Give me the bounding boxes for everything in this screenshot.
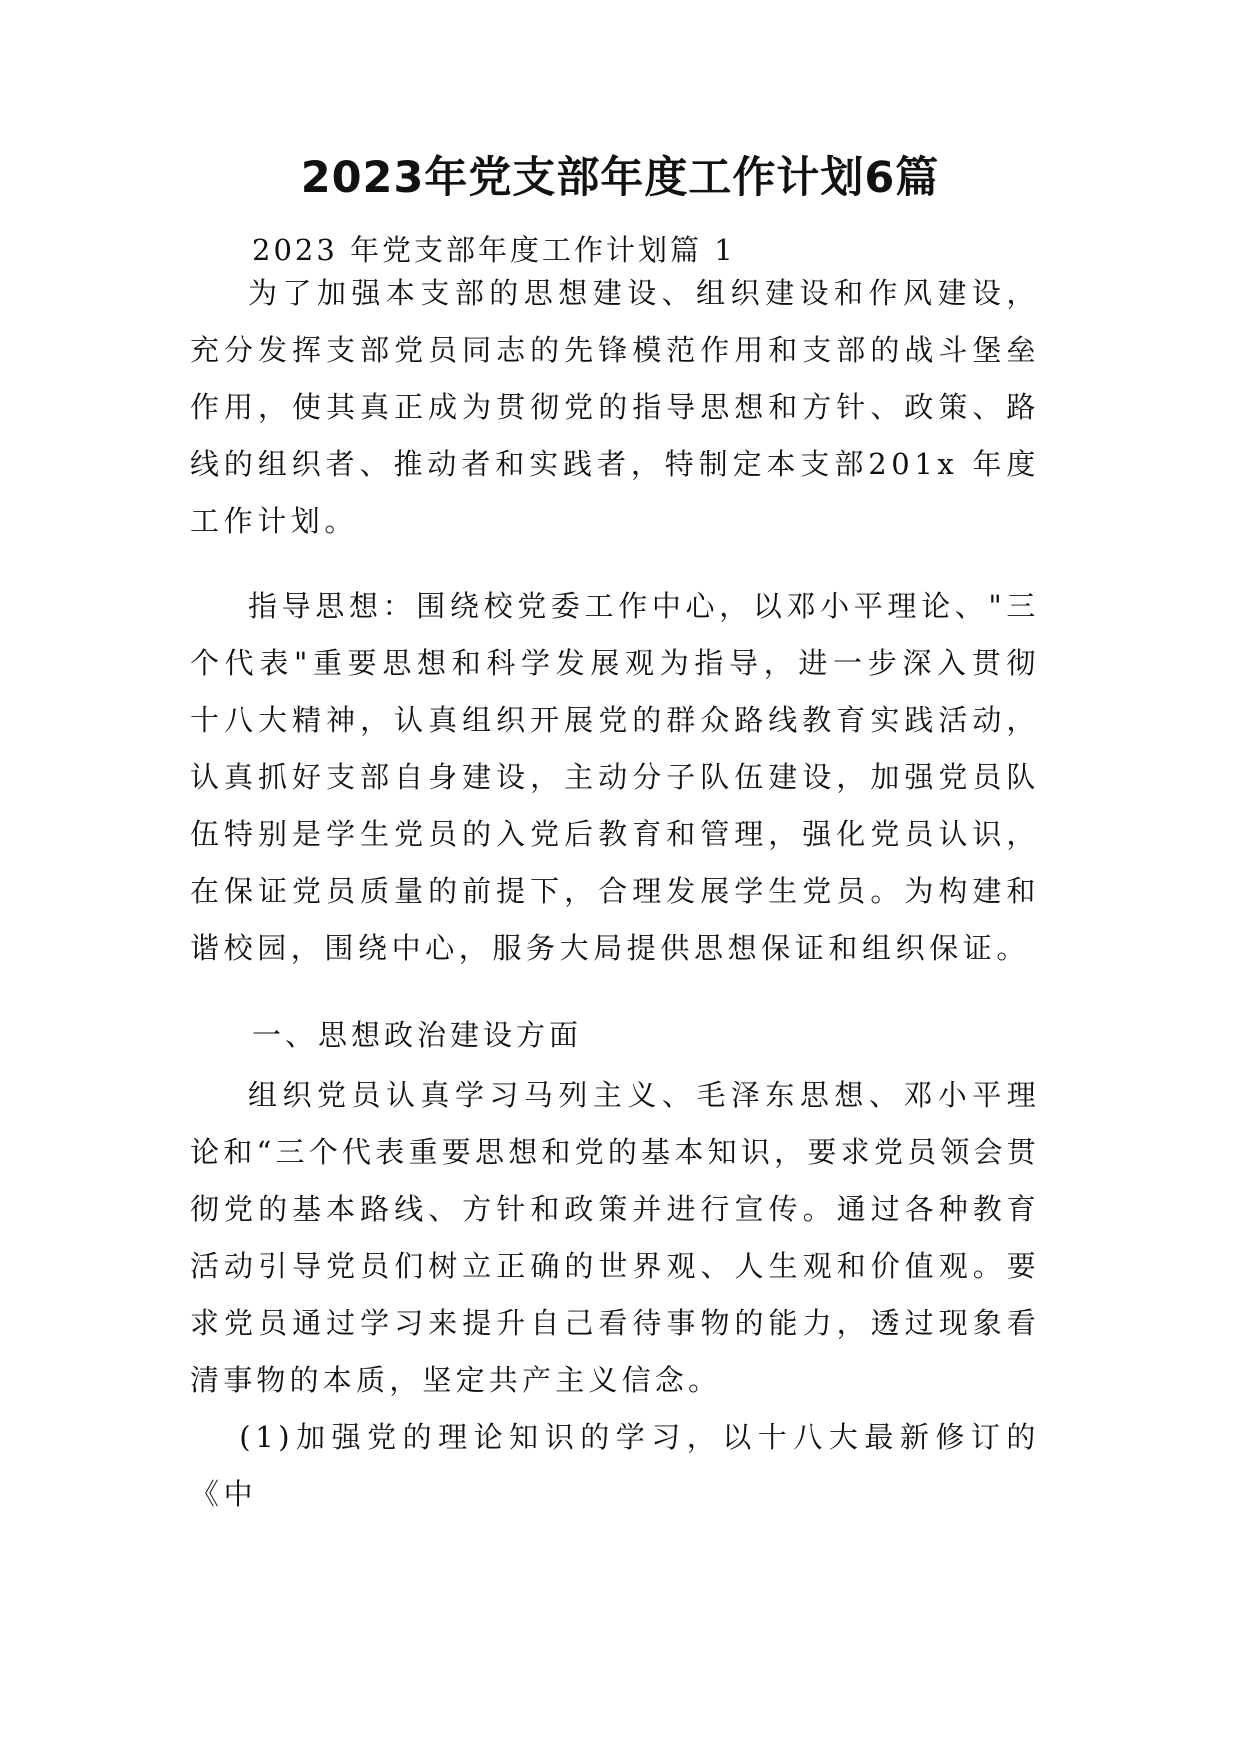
intro-paragraph: 为了加强本支部的思想建设、组织建设和作风建设，充分发挥支部党员同志的先锋模范作用和支部的战斗堡垒作用，使其真正成为贯彻党的指导思想和方针、政策、路线的组织者、推动者和实践者，特制定本支部201x 年度工作计划。: [190, 276, 1040, 538]
section-subtitle: 2023 年党支部年度工作计划篇 1: [252, 233, 736, 267]
ideology-paragraph: 组织党员认真学习马列主义、毛泽东思想、邓小平理论和“三个代表重要思想和党的基本知识，要求党员领会贯彻党的基本路线、方针和政策并进行宣传。通过各种教育活动引导党员们树立正确的世界观、人生观和价值观。要求党员通过学习来提升自己看待事物的能力，透过现象看清事物的本质，坚定共产主义信念。: [190, 1078, 1040, 1397]
document-title: 2023年党支部年度工作计划6篇: [300, 153, 940, 203]
section-heading: 一、思想政治建设方面: [252, 1018, 583, 1052]
list-item-paragraph: (1)加强党的理论知识的学习，以十八大最新修订的《中: [190, 1420, 1040, 1511]
guiding-thought-paragraph: 指导思想：围绕校党委工作中心，以邓小平理论、"三个代表"重要思想和科学发展观为指导，进一步深入贯彻十八大精神，认真组织开展党的群众路线教育实践活动，认真抓好支部自身建设，主动分子队伍建设，加强党员队伍特别是学生党员的入党后教育和管理，强化党员认识，在保证党员质量的前提下，合理发展学生党员。为构建和谐校园，围绕中心，服务大局提供思想保证和组织保证。: [190, 589, 1040, 965]
